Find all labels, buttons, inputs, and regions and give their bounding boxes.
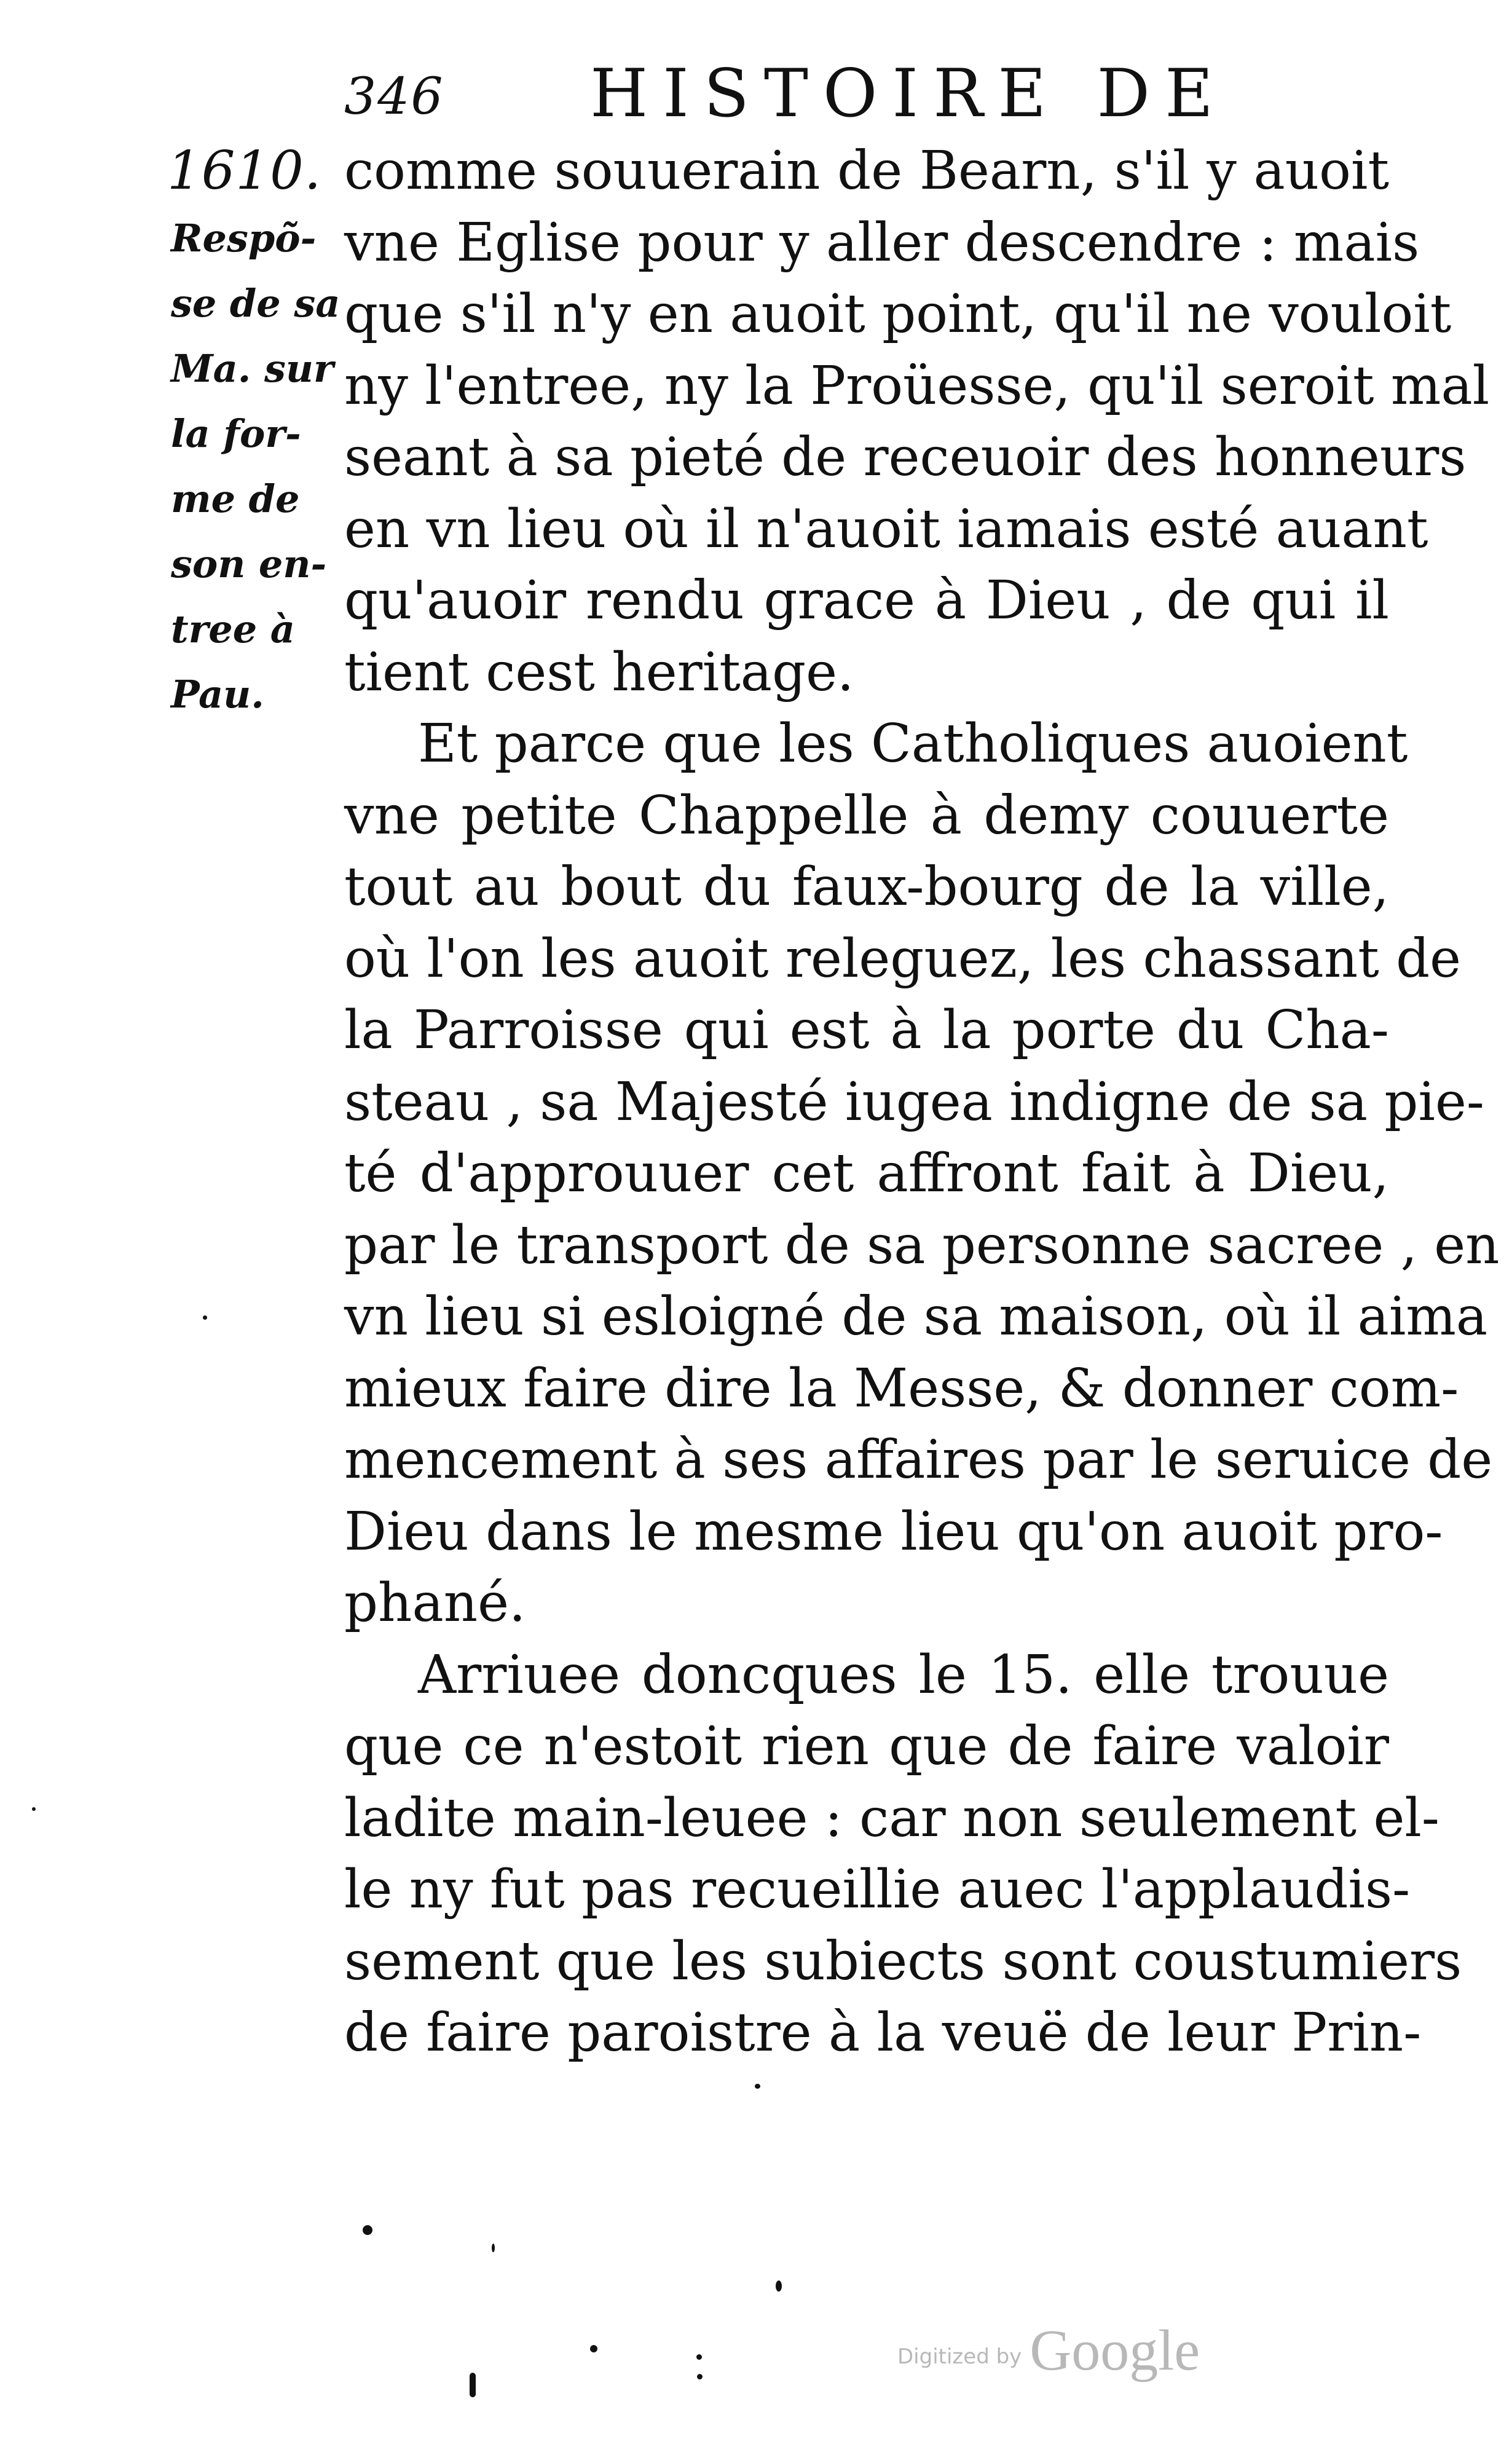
text-line: que s'il n'y en auoit point, qu'il ne vouloit [344, 283, 1452, 345]
marginal-note-line: tree à [171, 607, 295, 652]
ink-speck [696, 2354, 702, 2360]
marginal-note-line: Ma. sur [171, 346, 334, 391]
text-line: mieux faire dire la Messe, & donner com- [344, 1357, 1459, 1419]
text-line: qu'auoir rendu grace à Dieu , de qui il [344, 570, 1389, 631]
text-line: la Parroisse qui est à la porte du Cha- [344, 999, 1389, 1061]
text-line: tout au bout du faux-bourg de la ville, [344, 856, 1389, 918]
text-line: sement que les subiects sont coustumiers [344, 1930, 1462, 1992]
body-text [344, 135, 1500, 2069]
ink-speck [363, 2225, 372, 2235]
marginal-note-line: me de [171, 476, 300, 521]
text-line: steau , sa Majesté iugea indigne de sa pie- [344, 1071, 1484, 1133]
marginal-note-line: se de sa [171, 281, 341, 326]
marginal-note-line: son en- [171, 542, 327, 586]
running-title: HISTOIRE DE [590, 55, 1228, 132]
text-line: tient cest heritage. [344, 641, 854, 703]
text-line: Et parce que les Catholiques auoient [418, 713, 1408, 775]
marginal-note-line: la for- [171, 411, 301, 456]
margin-year: 1610. [167, 140, 322, 202]
ink-speck [492, 2244, 495, 2252]
text-line: où l'on les auoit releguez, les chassant de [344, 928, 1462, 990]
ink-speck [32, 1807, 36, 1811]
text-line: phané. [344, 1572, 526, 1634]
ink-speck [590, 2345, 597, 2352]
text-line: en vn lieu où il n'auoit iamais esté auant [344, 498, 1428, 560]
text-line: mencement à ses affaires par le seruice de [344, 1429, 1493, 1491]
text-line: ny l'entree, ny la Proüesse, qu'il seroit mal [344, 355, 1490, 417]
page-header [344, 55, 1512, 141]
text-line: vne petite Chappelle à demy couuerte [344, 784, 1389, 846]
marginal-note-line: Respõ- [171, 216, 317, 261]
text-line: vn lieu si esloigné de sa maison, où il aima [344, 1286, 1488, 1347]
ink-speck [470, 2373, 476, 2397]
text-line: seant à sa pieté de receuoir des honneurs [344, 427, 1467, 488]
page-number: 346 [344, 68, 444, 126]
marginal-note [171, 206, 341, 727]
text-line: Dieu dans le mesme lieu qu'on auoit pro- [344, 1500, 1443, 1563]
ink-speck [755, 2084, 760, 2089]
text-line: Arriuee doncques le 15. elle trouue [418, 1644, 1389, 1706]
text-line: que ce n'estoit rien que de faire valoir [344, 1716, 1389, 1777]
text-line: de faire paroistre à la veuë de leur Prin- [344, 2002, 1422, 2064]
text-line: vne Eglise pour y aller descendre : mais [344, 211, 1420, 274]
text-line: le ny fut pas recueillie auec l'applaudis- [344, 1859, 1411, 1920]
marginal-note-line: Pau. [171, 672, 264, 717]
text-line: par le transport de sa personne sacree , en [344, 1214, 1500, 1276]
watermark-brand: Google [1030, 2319, 1200, 2383]
watermark-prefix: Digitized by [897, 2344, 1022, 2369]
digitized-watermark [897, 2317, 1200, 2384]
ink-speck [776, 2280, 782, 2292]
text-line: té d'approuuer cet affront fait à Dieu, [344, 1143, 1389, 1204]
ink-speck [697, 2374, 703, 2379]
text-line: comme souuerain de Bearn, s'il y auoit [344, 140, 1389, 202]
ink-speck [203, 1315, 207, 1320]
text-line: ladite main-leuee : car non seulement el- [344, 1787, 1439, 1849]
